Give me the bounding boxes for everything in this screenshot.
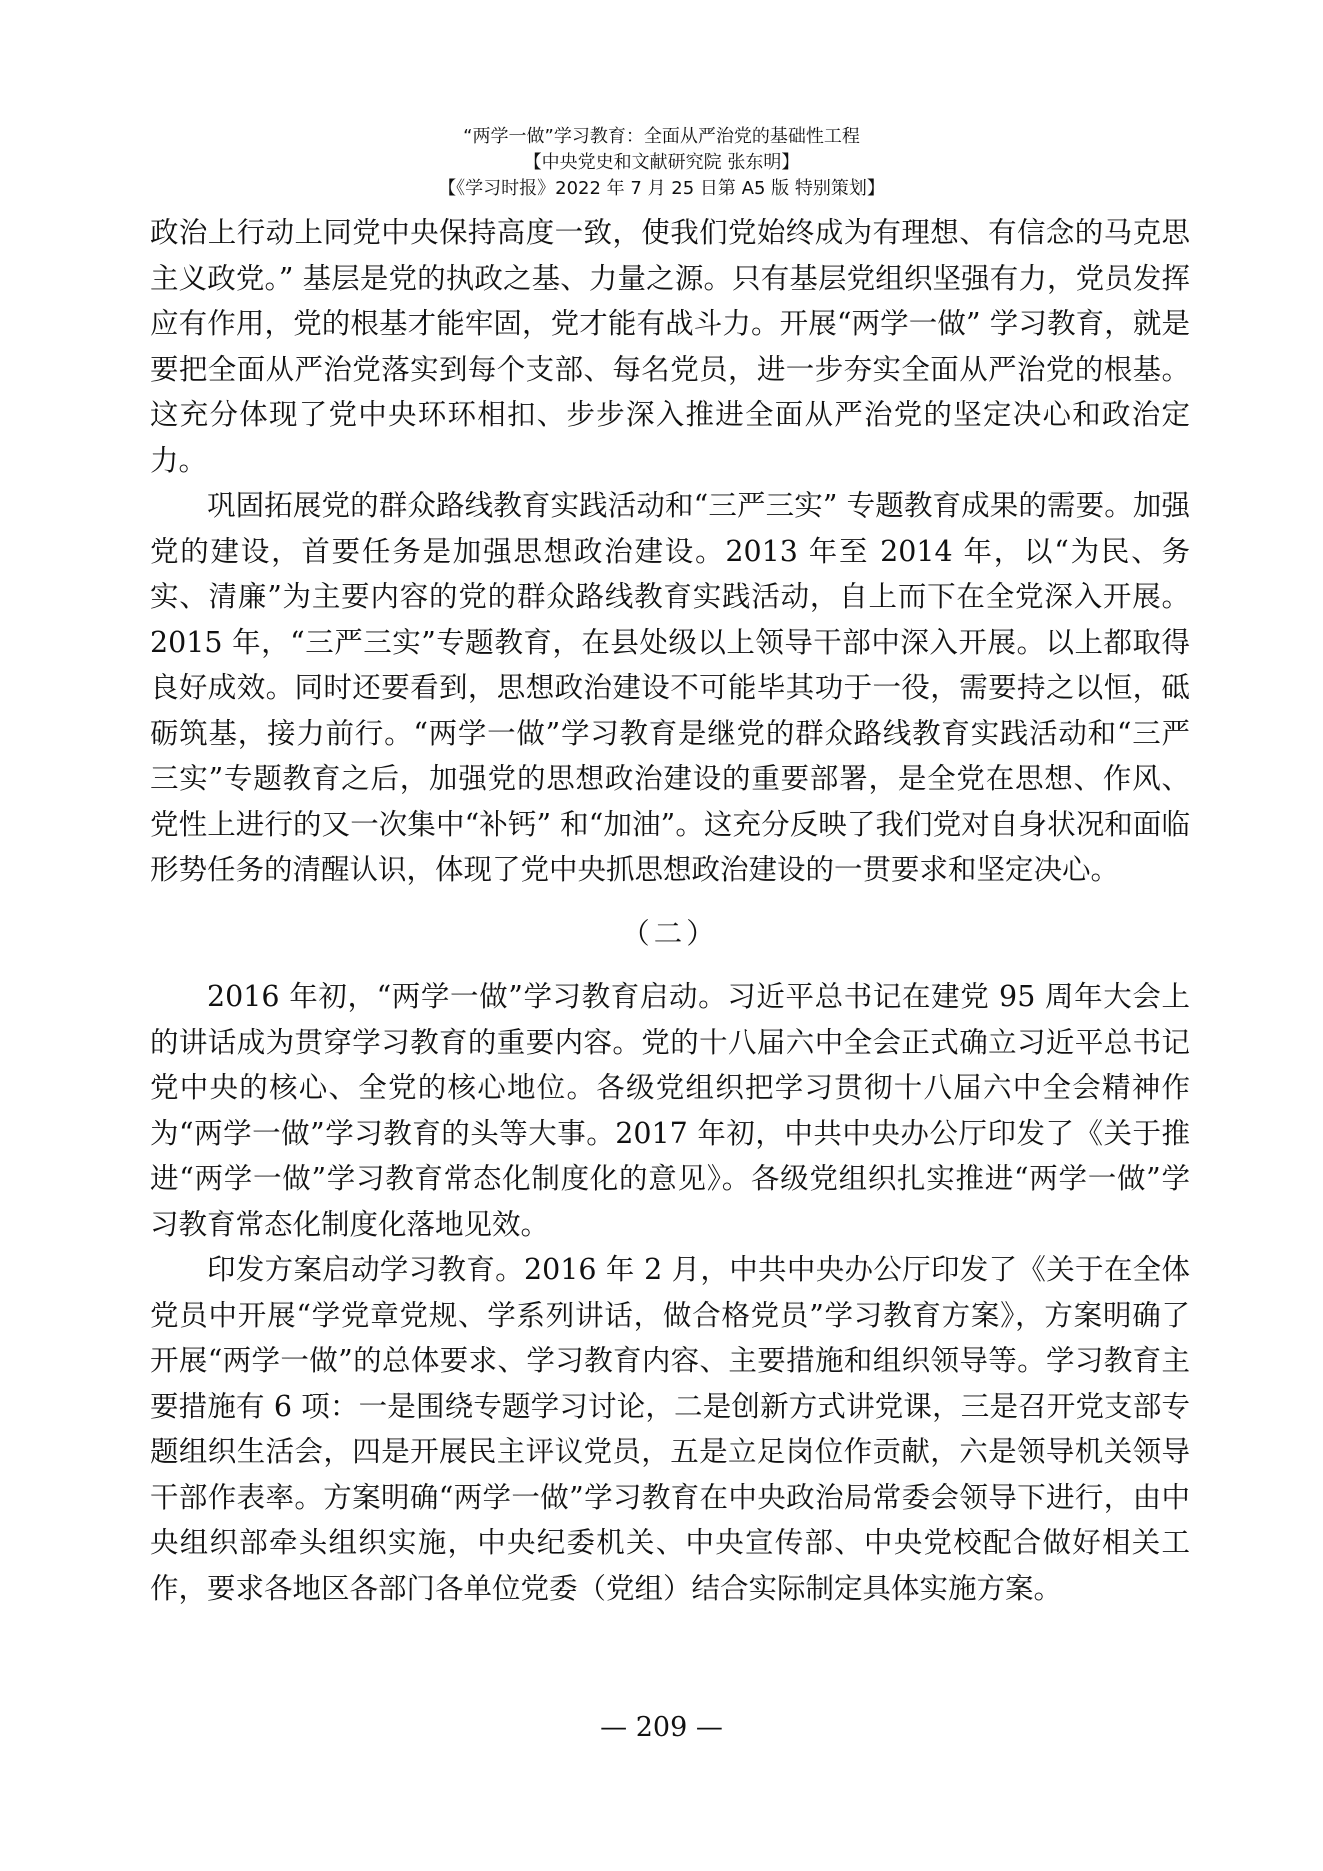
paragraph: 2016 年初，“两学一做”学习教育启动。习近平总书记在建党 95 周年大会上的讲话成为贯穿学习教育的重要内容。党的十八届六中全会正式确立习近平总书记党中央的核心、全党的核心地位。各级党组织把学习贯彻十八届六中全会精神作为“两学一做”学习教育的头等大事。2017 年初，中共中央办公厅印发了《关于推进“两学一做”学习教育常态化制度化的意见》。各级党组织扎实推进“两学一做”学习教育常态化制度化落地见效。 [150,980,1190,1241]
article-body [150,210,1190,1611]
section-heading: （二） [621,916,719,950]
article-title: “两学一做”学习教育：全面从严治党的基础性工程 [463,126,860,147]
article-source: 【《学习时报》2022 年 7 月 25 日第 A5 版 特别策划】 [438,178,885,199]
paragraph: 印发方案启动学习教育。2016 年 2 月，中共中央办公厅印发了《关于在全体党员中开展“学党章党规、学系列讲话，做合格党员”学习教育方案》，方案明确了开展“两学一做”的总体要求、学习教育内容、主要措施和组织领导等。学习教育主要措施有 6 项：一是围绕专题学习讨论，二是创新方式讲党课，三是召开党支部专题组织生活会，四是开展民主评议党员，五是立足岗位作贡献，六是领导机关领导干部作表率。方案明确“两学一做”学习教育在中央政治局常委会领导下进行，由中央组织部牵头组织实施，中央纪委机关、中央宣传部、中央党校配合做好相关工作，要求各地区各部门各单位党委（党组）结合实际制定具体实施方案。 [150,1253,1190,1605]
paragraph-continuation: 政治上行动上同党中央保持高度一致，使我们党始终成为有理想、有信念的马克思主义政党。” 基层是党的执政之基、力量之源。只有基层党组织坚强有力，党员发挥应有作用，党的根基才能牢固，党才能有战斗力。开展“两学一做” 学习教育，就是要把全面从严治党落实到每个支部、每名党员，进一步夯实全面从严治党的根基。这充分体现了党中央环环相扣、步步深入推进全面从严治党的坚定决心和政治定力。 [150,216,1190,477]
page-number: — 209 — [600,1712,723,1743]
article-author: 【中央党史和文献研究院 张东明】 [523,152,800,173]
page-header [0,124,1323,202]
paragraph: 巩固拓展党的群众路线教育实践活动和“三严三实” 专题教育成果的需要。加强党的建设，首要任务是加强思想政治建设。2013 年至 2014 年，以“为民、务实、清廉”为主要内容的党的群众路线教育实践活动，自上而下在全党深入开展。2015 年，“三严三实”专题教育，在县处级以上领导干部中深入开展。以上都取得良好成效。同时还要看到，思想政治建设不可能毕其功于一役，需要持之以恒，砥砺筑基，接力前行。“两学一做”学习教育是继党的群众路线教育实践活动和“三严三实”专题教育之后，加强党的思想政治建设的重要部署，是全党在思想、作风、党性上进行的又一次集中“补钙” 和“加油”。这充分反映了我们党对自身状况和面临形势任务的清醒认识，体现了党中央抓思想政治建设的一贯要求和坚定决心。 [150,489,1190,886]
